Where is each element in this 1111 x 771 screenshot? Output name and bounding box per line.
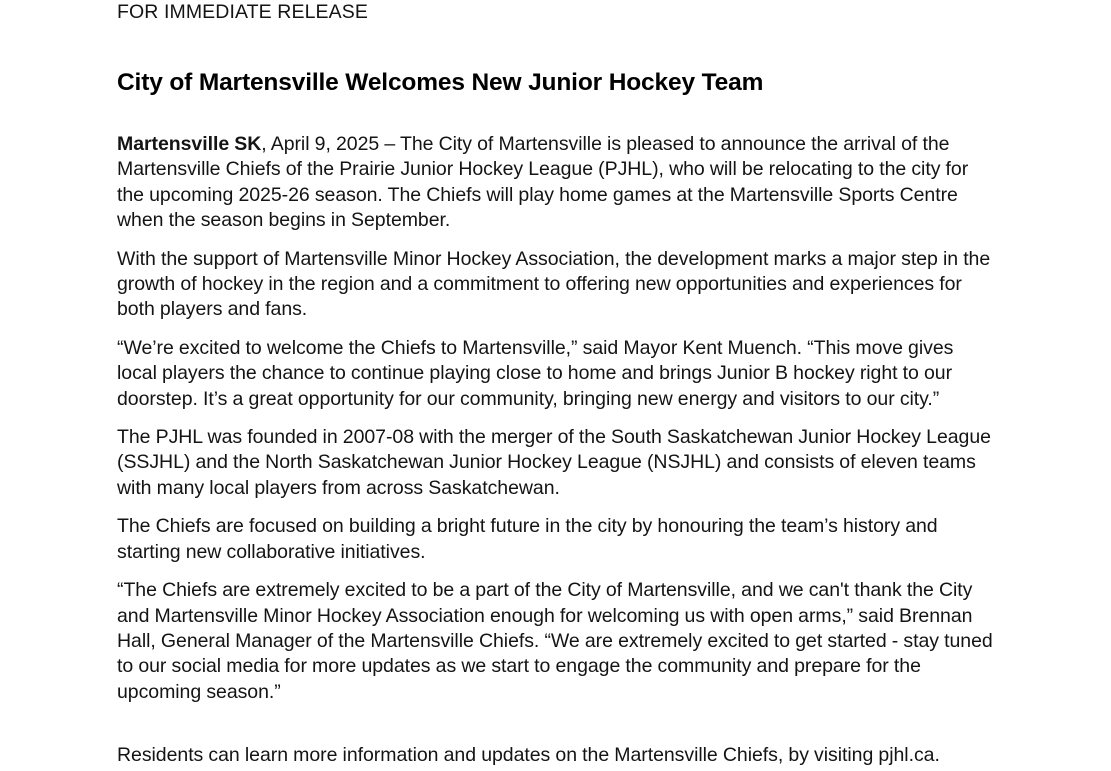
release-notice: FOR IMMEDIATE RELEASE xyxy=(117,1,368,23)
dateline-location: Martensville SK xyxy=(117,133,262,155)
paragraph-closing: Residents can learn more information and updates on the Martensville Chiefs, by visiting pjhl.ca. xyxy=(117,744,940,767)
paragraph-lede xyxy=(117,98,993,234)
paragraph-pjhl-history: The PJHL was founded in 2007-08 with the merger of the South Saskatchewan Junior Hockey League (SSJHL) and the North Saskatchewan Junior Hockey League (NSJHL) and consists of eleven teams with many local players from across Saskatchewan. xyxy=(117,426,991,499)
paragraph-lede-text: , April 9, 2025 – The City of Martensville is pleased to announce the arrival of the Martensville Chiefs of the Prairie Junior Hockey League (PJHL), who will be relocating to the city for the upcoming 2025-26 season. The Chiefs will play home games at the Martensville Sports Centre when the season begins in September. xyxy=(117,133,969,232)
paragraph-gm-quote: “The Chiefs are extremely excited to be a part of the City of Martensville, and we can't thank the City and Martensville Minor Hockey Association enough for welcoming us with open arms,” said Brennan Hall, General Manager of the Martensville Chiefs. “We are extremely excited to get started - stay tuned to our social media for more updates as we start to engage the community and prepare for the upcoming season.” xyxy=(117,579,993,703)
page-title: City of Martensville Welcomes New Junior Hockey Team xyxy=(117,69,764,96)
paragraph-mayor-quote: “We’re excited to welcome the Chiefs to Martensville,” said Mayor Kent Muench. “This move gives local players the chance to continue playing close to home and brings Junior B hockey right to our doorstep. It’s a great opportunity for our community, bringing new energy and visitors to our city.” xyxy=(117,336,954,410)
paragraph-support: With the support of Martensville Minor Hockey Association, the development marks a major step in the growth of hockey in the region and a commitment to offering new opportunities and experiences for both players and fans. xyxy=(117,247,991,321)
document-body xyxy=(117,0,993,769)
paragraph-chiefs-focus: The Chiefs are focused on building a bright future in the city by honouring the team’s history and starting new collaborative initiatives. xyxy=(117,515,938,563)
